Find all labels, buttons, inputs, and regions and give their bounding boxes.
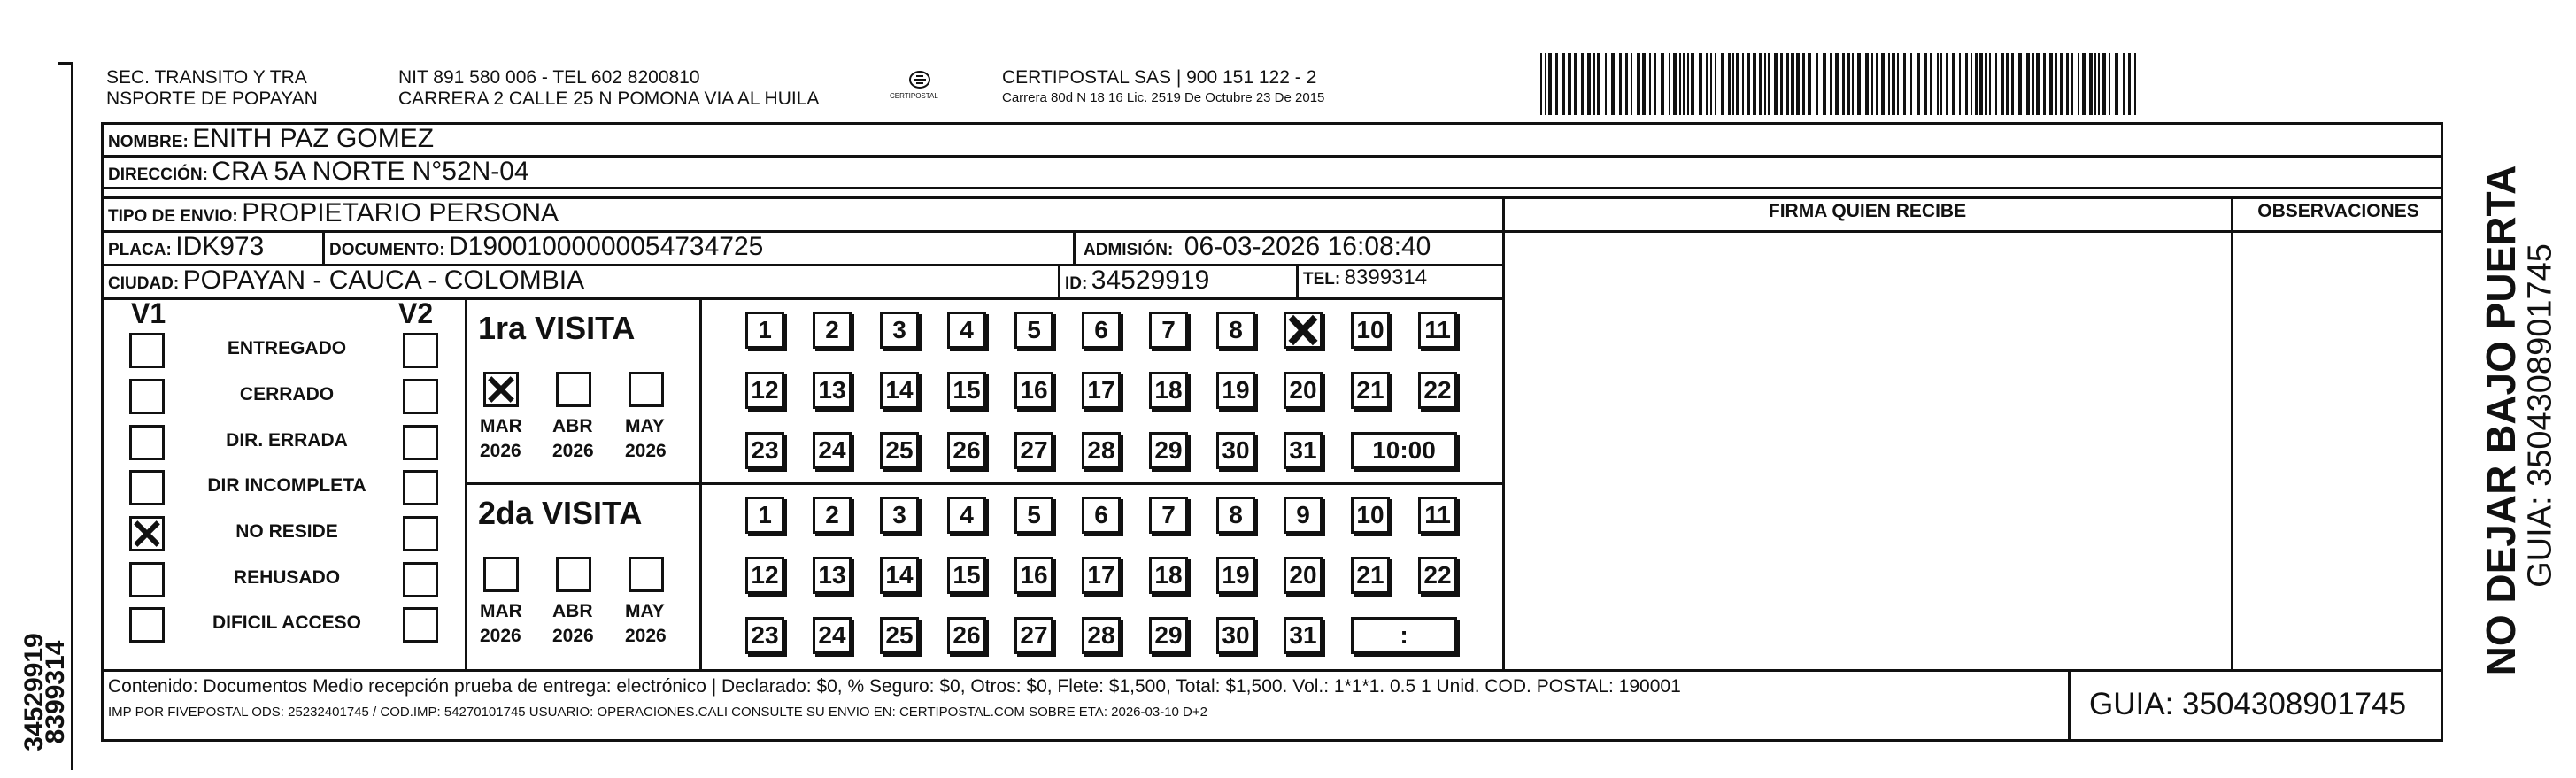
certipostal-logo-icon: [907, 69, 932, 90]
barcode-bar: [2060, 53, 2063, 115]
day-check-cross: [1286, 314, 1320, 346]
month-checkbox[interactable]: [629, 557, 664, 592]
day-box[interactable]: 10: [1351, 312, 1390, 349]
month-checkbox[interactable]: [629, 372, 664, 407]
barcode-bar: [1637, 53, 1640, 115]
day-box[interactable]: 5: [1014, 312, 1053, 349]
month-checkbox[interactable]: [556, 372, 591, 407]
v1-header: V1: [131, 297, 166, 329]
footer-content-line: Contenido: Documentos Medio recepción prueba de entrega: electrónico | Declarado: $0, % Seguro: $0, Otros: $0, Flete: $1,500, Total: $1,500. Vol.: 1*1*1. 0.5 1 Unid. COD. POSTAL: 190001: [108, 676, 1681, 697]
barcode-bar: [1876, 53, 1878, 115]
barcode-bar: [1802, 53, 1805, 115]
status-v1-checkbox[interactable]: [129, 607, 165, 643]
barcode-bar: [1562, 53, 1565, 115]
day-box[interactable]: [1284, 312, 1323, 349]
status-label: DIFICIL ACCESO: [212, 612, 361, 633]
status-v2-checkbox[interactable]: [403, 333, 438, 368]
day-box[interactable]: 1: [745, 312, 784, 349]
day-box[interactable]: 4: [947, 312, 986, 349]
visit-split-line: [465, 482, 1502, 485]
barcode-bar: [2036, 53, 2040, 115]
month-year: 2026: [552, 626, 594, 646]
barcode-bar: [1759, 53, 1762, 115]
day-box[interactable]: 8: [1216, 497, 1255, 534]
day-box[interactable]: 29: [1149, 617, 1188, 654]
barcode-bar: [2094, 53, 2096, 115]
barcode-bar: [1971, 53, 1972, 115]
month-name: MAR: [480, 601, 522, 621]
ciudad-field: [108, 266, 584, 296]
barcode-bar: [1995, 53, 1997, 115]
day-box[interactable]: 9: [1284, 497, 1323, 534]
barcode-bar: [1597, 53, 1600, 115]
barcode-bar: [1852, 53, 1854, 115]
barcode-bar: [2006, 53, 2009, 115]
documento-label: DOCUMENTO:: [329, 241, 445, 259]
barcode-bar: [1736, 53, 1739, 115]
id-value: 34529919: [1091, 266, 1210, 295]
barcode-bar: [1619, 53, 1622, 115]
left-bracket-top: [58, 62, 73, 65]
day-box[interactable]: 27: [1014, 432, 1053, 469]
month-year: 2026: [625, 441, 667, 461]
day-box[interactable]: 6: [1082, 312, 1121, 349]
day-box[interactable]: 8: [1216, 312, 1255, 349]
day-box[interactable]: 22: [1418, 372, 1457, 409]
day-box[interactable]: 11: [1418, 497, 1457, 534]
barcode-bar: [2055, 53, 2057, 115]
barcode-bar: [2128, 53, 2131, 115]
barcode-bar: [1555, 53, 1558, 115]
month-year: 2026: [480, 441, 521, 461]
status-v1-checkbox[interactable]: [129, 379, 165, 414]
direccion-field: [108, 157, 529, 187]
barcode-bar: [1545, 53, 1546, 115]
status-v1-checkbox[interactable]: [129, 562, 165, 597]
barcode-bar: [1786, 53, 1789, 115]
day-box[interactable]: 24: [813, 617, 852, 654]
status-label: ENTREGADO: [227, 338, 347, 358]
day-box[interactable]: 18: [1149, 372, 1188, 409]
month-checkbox[interactable]: [556, 557, 591, 592]
observaciones-header: OBSERVACIONES: [2257, 201, 2419, 221]
sender-address: CARRERA 2 CALLE 25 N POMONA VIA AL HUILA: [398, 89, 820, 109]
ciudad-value: POPAYAN - CAUCA - COLOMBIA: [182, 266, 585, 295]
barcode-bar: [1706, 53, 1708, 115]
barcode-bar: [1631, 53, 1632, 115]
day-box[interactable]: 12: [745, 372, 784, 409]
barcode-bar: [1673, 53, 1677, 115]
visit-title: 2da VISITA: [478, 495, 643, 531]
day-box[interactable]: 2: [813, 497, 852, 534]
barcode-bar: [1847, 53, 1850, 115]
side-id-text: 34529919: [19, 633, 49, 751]
sender-name-line1: SEC. TRANSITO Y TRA: [106, 67, 307, 88]
barcode-bar: [1721, 53, 1724, 115]
barcode-bar: [1581, 53, 1584, 115]
left-bracket: [71, 62, 73, 770]
barcode-bar: [1871, 53, 1873, 115]
visit-time-box[interactable]: :: [1351, 617, 1457, 654]
day-box[interactable]: 14: [880, 557, 919, 594]
barcode-bar: [1930, 53, 1932, 115]
placa-label: PLACA:: [108, 241, 172, 259]
barcode-bar: [1835, 53, 1839, 115]
day-box[interactable]: 2: [813, 312, 852, 349]
barcode-bar: [1699, 53, 1702, 115]
barcode-bar: [1574, 53, 1577, 115]
barcode-bar: [1642, 53, 1646, 115]
barcode-bar: [2018, 53, 2022, 115]
observaciones-left-line: [2231, 196, 2233, 669]
status-v1-checkbox[interactable]: [129, 333, 165, 368]
footer-imp-line: IMP POR FIVEPOSTAL ODS: 25232401745 / COD.IMP: 54270101745 USUARIO: OPERACIONES.CALI CONSULTE SU ENVIO EN: CERTIPOSTAL.COM SOBRE ETA: 2026-03-10 D+2: [108, 705, 1207, 720]
id-divider: [1058, 264, 1060, 297]
month-name: MAY: [625, 416, 665, 436]
month-name: MAR: [480, 416, 522, 436]
day-box[interactable]: 20: [1284, 372, 1323, 409]
day-box[interactable]: 20: [1284, 557, 1323, 594]
barcode-bar: [1715, 53, 1716, 115]
day-box[interactable]: 6: [1082, 497, 1121, 534]
day-box[interactable]: 22: [1418, 557, 1457, 594]
visit-title: 1ra VISITA: [478, 310, 636, 346]
barcode-bar: [2066, 53, 2069, 115]
barcode-bar: [2043, 53, 2046, 115]
firma-header-line: [1504, 230, 2443, 233]
day-box[interactable]: 15: [947, 372, 986, 409]
barcode-bar: [1649, 53, 1651, 115]
admision-value: 06-03-2026 16:08:40: [1184, 232, 1431, 261]
day-box[interactable]: 14: [880, 372, 919, 409]
barcode-bar: [2049, 53, 2053, 115]
barcode-bar: [1842, 53, 1845, 115]
barcode-bar: [1548, 53, 1552, 115]
day-box[interactable]: 31: [1284, 617, 1323, 654]
barcode-bar: [1732, 53, 1734, 115]
month-name: ABR: [552, 601, 593, 621]
day-box[interactable]: 3: [880, 497, 919, 534]
barcode-bar: [1888, 53, 1890, 115]
visit-time-box[interactable]: 10:00: [1351, 432, 1457, 469]
barcode-bar: [1924, 53, 1927, 115]
day-box[interactable]: 7: [1149, 312, 1188, 349]
tipo-envio-value: PROPIETARIO PERSONA: [242, 198, 559, 227]
barcode-bar: [1796, 53, 1800, 115]
day-box[interactable]: 13: [813, 372, 852, 409]
status-v1-checkbox[interactable]: [129, 425, 165, 460]
barcode-bar: [2134, 53, 2136, 115]
day-box[interactable]: 7: [1149, 497, 1188, 534]
barcode-bar: [2011, 53, 2014, 115]
nombre-field: [108, 124, 434, 154]
barcode-bar: [2026, 53, 2030, 115]
barcode-bar: [1808, 53, 1811, 115]
status-label: DIR. ERRADA: [226, 430, 348, 451]
barcode-bar: [1593, 53, 1595, 115]
barcode-bar: [1910, 53, 1912, 115]
status-v2-checkbox[interactable]: [403, 470, 438, 505]
barcode-bar: [1979, 53, 1983, 115]
documento-field: [329, 232, 763, 262]
tel-field: [1303, 266, 1427, 290]
barcode-bar: [2109, 53, 2110, 115]
month-year: 2026: [480, 626, 521, 646]
barcode-bar: [1774, 53, 1778, 115]
sender-nit: NIT 891 580 006 - TEL 602 8200810: [398, 67, 700, 88]
barcode-bar: [1587, 53, 1591, 115]
v2-header: V2: [398, 297, 434, 329]
id-label: ID:: [1065, 274, 1088, 293]
tipo-envio-label: TIPO DE ENVIO:: [108, 207, 238, 226]
day-box[interactable]: 25: [880, 432, 919, 469]
status-v2-checkbox[interactable]: [403, 562, 438, 597]
barcode-bar: [2123, 53, 2125, 115]
status-label: REHUSADO: [233, 567, 341, 588]
status-v2-checkbox[interactable]: [403, 516, 438, 551]
barcode-bar: [1611, 53, 1615, 115]
day-box[interactable]: 4: [947, 497, 986, 534]
guia-box-divider: [2068, 669, 2071, 742]
barcode-bar: [1946, 53, 1948, 115]
day-box[interactable]: 26: [947, 432, 986, 469]
barcode-bar: [1780, 53, 1783, 115]
month-year: 2026: [552, 441, 594, 461]
tel-label: TEL:: [1303, 270, 1341, 289]
barcode-bar: [1791, 53, 1794, 115]
documento-value: D19001000000054734725: [449, 232, 764, 261]
barcode-bar: [1989, 53, 1991, 115]
day-box[interactable]: 21: [1351, 557, 1390, 594]
day-box[interactable]: 24: [813, 432, 852, 469]
day-box[interactable]: 19: [1216, 372, 1255, 409]
nombre-value: ENITH PAZ GOMEZ: [192, 124, 435, 153]
month-name: ABR: [552, 416, 593, 436]
day-box[interactable]: 28: [1082, 432, 1121, 469]
day-box[interactable]: 27: [1014, 617, 1053, 654]
barcode-bar: [1816, 53, 1818, 115]
day-box[interactable]: 1: [745, 497, 784, 534]
day-box[interactable]: 23: [745, 617, 784, 654]
day-box[interactable]: 21: [1351, 372, 1390, 409]
barcode-bar: [1687, 53, 1689, 115]
status-label: DIR INCOMPLETA: [207, 475, 366, 496]
direccion-value: CRA 5A NORTE N°52N-04: [212, 157, 529, 186]
barcode-bar: [1881, 53, 1885, 115]
side-guia-text: GUIA: 3504308901745: [2521, 243, 2559, 588]
month-checkbox[interactable]: [483, 557, 519, 592]
documento-divider: [322, 230, 325, 264]
barcode-bar: [1768, 53, 1770, 115]
day-box[interactable]: 18: [1149, 557, 1188, 594]
barcode-bar: [1728, 53, 1731, 115]
barcode-bar: [1679, 53, 1681, 115]
row-divider-6: [101, 297, 1504, 300]
barcode-bar: [2115, 53, 2118, 115]
status-v1-checkbox[interactable]: [129, 470, 165, 505]
tel-divider: [1296, 264, 1299, 297]
day-box[interactable]: 30: [1216, 432, 1255, 469]
barcode-bar: [1965, 53, 1968, 115]
day-box[interactable]: 11: [1418, 312, 1457, 349]
barcode-bar: [1823, 53, 1826, 115]
id-field: [1065, 266, 1209, 296]
day-box[interactable]: 17: [1082, 557, 1121, 594]
barcode-bar: [1683, 53, 1685, 115]
barcode-bar: [1903, 53, 1906, 115]
nombre-label: NOMBRE:: [108, 133, 189, 151]
sender-name-line2: NSPORTE DE POPAYAN: [106, 89, 318, 109]
day-box[interactable]: 28: [1082, 617, 1121, 654]
status-v2-checkbox[interactable]: [403, 425, 438, 460]
status-v2-checkbox[interactable]: [403, 379, 438, 414]
barcode: [1540, 53, 2266, 115]
barcode-bar: [1959, 53, 1961, 115]
day-box[interactable]: 30: [1216, 617, 1255, 654]
day-box[interactable]: 29: [1149, 432, 1188, 469]
barcode-bar: [2082, 53, 2086, 115]
day-box[interactable]: 19: [1216, 557, 1255, 594]
day-box[interactable]: 5: [1014, 497, 1053, 534]
carrier-name: CERTIPOSTAL SAS | 900 151 122 - 2: [1002, 67, 1317, 88]
barcode-bar: [1975, 53, 1978, 115]
status-label: NO RESIDE: [235, 521, 338, 542]
barcode-bar: [1568, 53, 1571, 115]
barcode-bar: [1940, 53, 1942, 115]
status-v1-checkbox[interactable]: [129, 516, 165, 551]
barcode-bar: [1661, 53, 1664, 115]
barcode-bar: [1937, 53, 1939, 115]
direccion-label: DIRECCIÓN:: [108, 166, 208, 184]
footer-divider: [101, 669, 2443, 672]
placa-field: [108, 232, 264, 262]
tel-value: 8399314: [1344, 266, 1428, 289]
tipo-envio-field: [108, 198, 559, 228]
day-box[interactable]: 25: [880, 617, 919, 654]
barcode-bar: [2089, 53, 2093, 115]
barcode-bar: [2098, 53, 2100, 115]
month-year: 2026: [625, 626, 667, 646]
day-box[interactable]: 16: [1014, 372, 1053, 409]
firma-left-line: [1502, 196, 1505, 669]
barcode-bar: [1540, 53, 1542, 115]
day-box[interactable]: 3: [880, 312, 919, 349]
barcode-bar: [2078, 53, 2079, 115]
status-label: CERRADO: [239, 384, 335, 404]
barcode-bar: [1952, 53, 1955, 115]
placa-value: IDK973: [175, 232, 265, 261]
day-box[interactable]: 31: [1284, 432, 1323, 469]
barcode-bar: [1753, 53, 1756, 115]
logo-caption: CERTIPOSTAL: [890, 92, 938, 100]
day-box[interactable]: 17: [1082, 372, 1121, 409]
barcode-bar: [1985, 53, 1987, 115]
day-box[interactable]: 26: [947, 617, 986, 654]
day-box[interactable]: 13: [813, 557, 852, 594]
barcode-bar: [1747, 53, 1750, 115]
day-box[interactable]: 10: [1351, 497, 1390, 534]
admision-field: [1084, 232, 1431, 262]
month-name: MAY: [625, 601, 665, 621]
day-box[interactable]: 12: [745, 557, 784, 594]
barcode-bar: [1710, 53, 1712, 115]
barcode-bar: [1691, 53, 1694, 115]
day-box[interactable]: 23: [745, 432, 784, 469]
barcode-bar: [2071, 53, 2073, 115]
barcode-bar: [2001, 53, 2004, 115]
day-box[interactable]: 16: [1014, 557, 1053, 594]
barcode-bar: [1669, 53, 1670, 115]
month-checkbox[interactable]: [483, 372, 519, 407]
ciudad-label: CIUDAD:: [108, 274, 180, 293]
barcode-bar: [1857, 53, 1861, 115]
barcode-bar: [1605, 53, 1607, 115]
day-box[interactable]: 15: [947, 557, 986, 594]
firma-header: FIRMA QUIEN RECIBE: [1768, 201, 1967, 221]
status-v2-checkbox[interactable]: [403, 607, 438, 643]
barcode-bar: [1742, 53, 1744, 115]
barcode-bar: [1625, 53, 1628, 115]
admision-divider: [1073, 230, 1076, 264]
admision-label: ADMISIÓN:: [1084, 241, 1174, 259]
barcode-bar: [1830, 53, 1832, 115]
barcode-bar: [2032, 53, 2034, 115]
barcode-bar: [1654, 53, 1656, 115]
barcode-bar: [2102, 53, 2106, 115]
footer-guia: GUIA: 3504308901745: [2089, 687, 2407, 721]
barcode-bar: [1897, 53, 1899, 115]
barcode-bar: [1892, 53, 1895, 115]
carrier-address: Carrera 80d N 18 16 Lic. 2519 De Octubre 23 De 2015: [1002, 90, 1325, 105]
barcode-bar: [1865, 53, 1869, 115]
barcode-bar: [1917, 53, 1920, 115]
side-tel-text: 8399314: [41, 640, 70, 744]
barcode-bar: [1764, 53, 1766, 115]
row-divider-2: [101, 187, 2443, 189]
no-dejar-bajo-puerta-warning: NO DEJAR BAJO PUERTA: [2478, 165, 2524, 676]
